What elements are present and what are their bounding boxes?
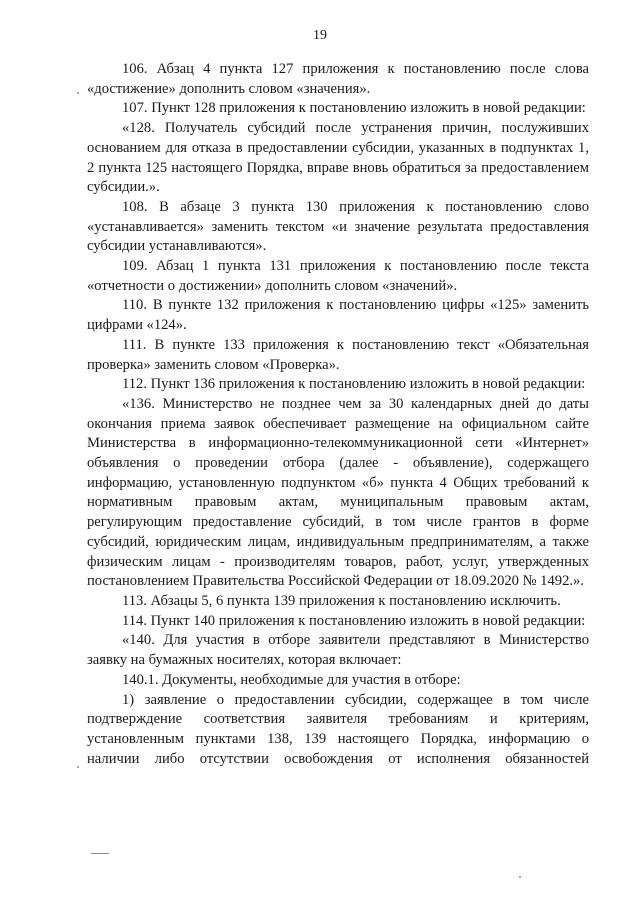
scan-speck (91, 853, 109, 854)
paragraph-quote-128: «128. Получатель субсидий после устранения причин, послуживших основанием для отказа в предоставлении субсидии, указанных в подпунктах 1, 2 пункта 125 настоящего Порядка, вправе вновь обратиться за предоставлением субсидии.». (87, 120, 589, 196)
paragraph-107: 107. Пункт 128 приложения к постановлению изложить в новой редакции: (122, 100, 586, 117)
paragraph-quote-140: «140. Для участия в отборе заявители представляют в Министерство заявку на бумажных носителях, которая включает: (87, 632, 589, 669)
scan-speck (77, 766, 79, 768)
paragraph-109: 109. Абзац 1 пункта 131 приложения к постановлению после текста «отчетности о достижении» дополнить словом «значений». (87, 258, 589, 294)
paragraph-114: 114. Пункт 140 приложения к постановлению изложить в новой редакции: (122, 612, 586, 629)
paragraph-112: 112. Пункт 136 приложения к постановлению изложить в новой редакции: (122, 376, 586, 393)
paragraph-111: 111. В пункте 133 приложения к постановлению текст «Обязательная проверка» заменить словом «Проверка». (87, 336, 589, 373)
page-number: 19 (313, 28, 327, 43)
document-body (87, 60, 589, 769)
paragraph-108: 108. В абзаце 3 пункта 130 приложения к постановлению слово «устанавливается» заменить текстом «и значение результата предоставления субсидии устанавливаются». (87, 198, 589, 255)
paragraph-106: 106. Абзац 4 пункта 127 приложения к постановлению после слова «достижение» дополнить словом «значения». (87, 61, 589, 97)
scan-speck (519, 876, 521, 878)
paragraph-140-1: 140.1. Документы, необходимые для участия в отборе: (122, 671, 461, 688)
paragraph-item-1: 1) заявление о предоставлении субсидии, содержащее в том числе подтверждение соответствия заявителя требованиям и критериям, установленным пунктами 138, 139 настоящего Порядка, информацию о наличии либо отсутствии освобождения от исполнения обязанностей (87, 691, 589, 767)
paragraph-quote-136: «136. Министерство не позднее чем за 30 календарных дней до даты окончания приема заявок обеспечивает размещение на официальном сайте Министерства в информационно-телекоммуникационной сети «Интернет» объявления о проведении отбора (далее - объявление), содержащего информацию, установленную подпунктом «б» пункта 4 Общих требований к нормативным правовым актам, муниципальным правовым актам, регулирующим предоставление субсидий, в том числе грантов в форме субсидий, юридическим лицам, индивидуальным предпринимателям, а также физическим лицам - производителям товаров, работ, услуг, утвержденных постановлением Правительства Российской Федерации от 18.09.2020 № 1492.». (87, 395, 589, 590)
scan-speck (77, 92, 79, 94)
paragraph-110: 110. В пункте 132 приложения к постановлению цифры «125» заменить цифрами «124». (87, 297, 589, 334)
paragraph-113: 113. Абзацы 5, 6 пункта 139 приложения к постановлению исключить. (122, 592, 561, 609)
